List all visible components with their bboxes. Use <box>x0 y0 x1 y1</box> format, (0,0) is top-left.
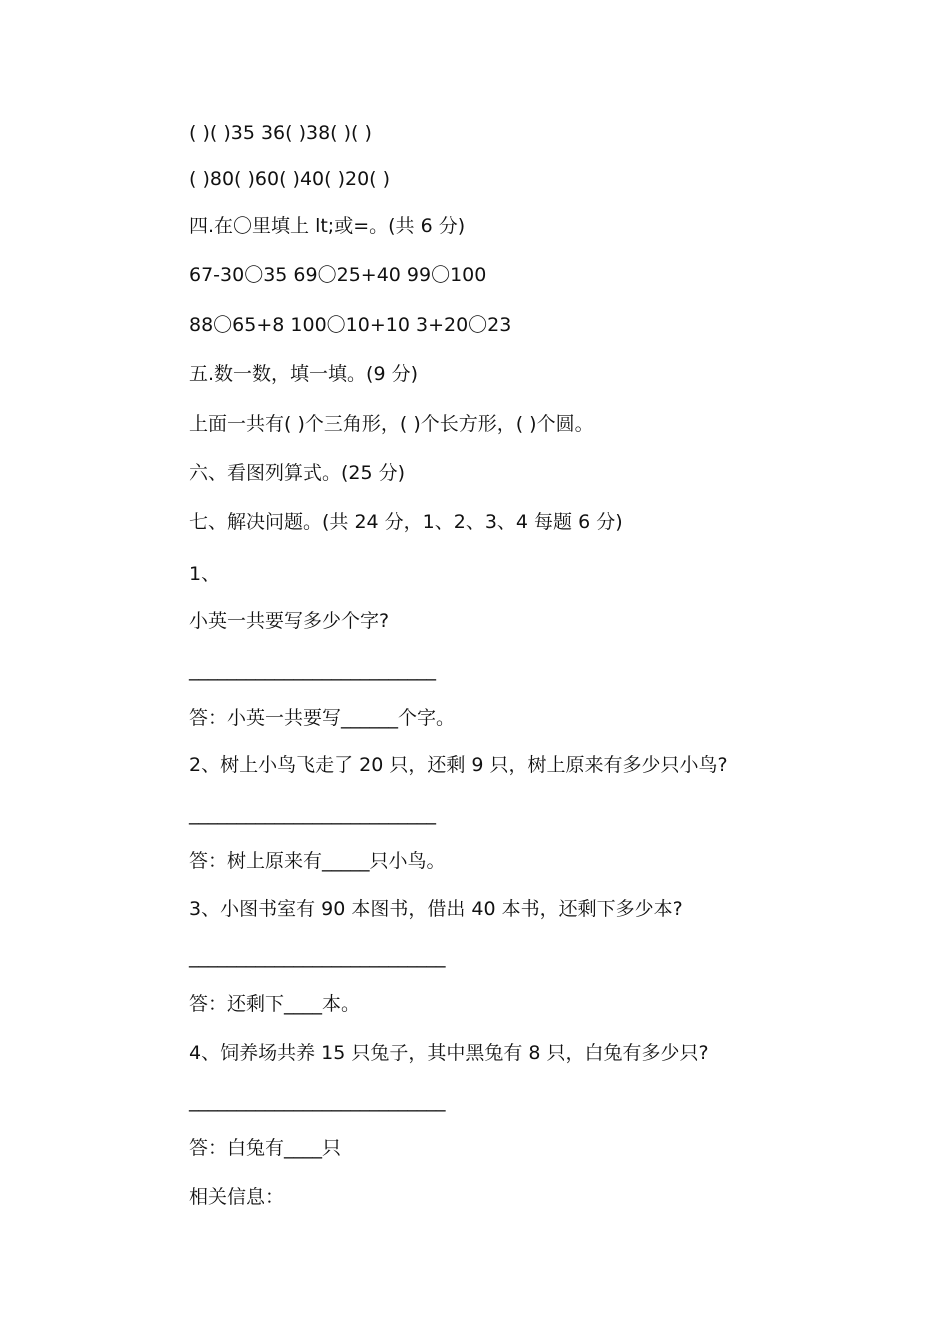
problem-4-work-line: ___________________________ <box>189 1090 446 1112</box>
number-sequence-1: ( )( )35 36( )38( )( ) <box>189 122 372 144</box>
problem-1-number: 1、 <box>189 563 221 585</box>
problem-1-work-line: __________________________ <box>189 659 436 681</box>
problem-1-question: 小英一共要写多少个字? <box>189 610 390 632</box>
problem-4-question: 4、饲养场共养 15 只兔子，其中黑兔有 8 只，白兔有多少只? <box>189 1042 709 1064</box>
problem-1-answer: 答：小英一共要写______个字。 <box>189 707 456 729</box>
section-5-heading: 五.数一数，填一填。(9 分) <box>189 363 418 385</box>
section-4-heading: 四.在〇里填上 lt;或=。(共 6 分) <box>189 215 466 237</box>
problem-4-answer: 答：白兔有____只 <box>189 1137 342 1159</box>
section-6-heading: 六、看图列算式。(25 分) <box>189 462 406 484</box>
comparison-row-2: 88〇65+8 100〇10+10 3+20〇23 <box>189 314 512 336</box>
section-7-heading: 七、解决问题。(共 24 分，1、2、3、4 每题 6 分) <box>189 511 623 533</box>
related-info-label: 相关信息： <box>189 1186 285 1208</box>
problem-3-work-line: ___________________________ <box>189 946 446 968</box>
problem-2-work-line: __________________________ <box>189 803 436 825</box>
shape-count-question: 上面一共有( )个三角形，( )个长方形，( )个圆。 <box>189 413 594 435</box>
problem-2-answer: 答：树上原来有_____只小鸟。 <box>189 850 446 872</box>
problem-3-question: 3、小图书室有 90 本图书，借出 40 本书，还剩下多少本? <box>189 898 683 920</box>
problem-3-answer: 答：还剩下____本。 <box>189 993 361 1015</box>
comparison-row-1: 67-30〇35 69〇25+40 99〇100 <box>189 264 487 286</box>
problem-2-question: 2、树上小鸟飞走了 20 只，还剩 9 只，树上原来有多少只小鸟? <box>189 754 728 776</box>
number-sequence-2: ( )80( )60( )40( )20( ) <box>189 168 391 190</box>
